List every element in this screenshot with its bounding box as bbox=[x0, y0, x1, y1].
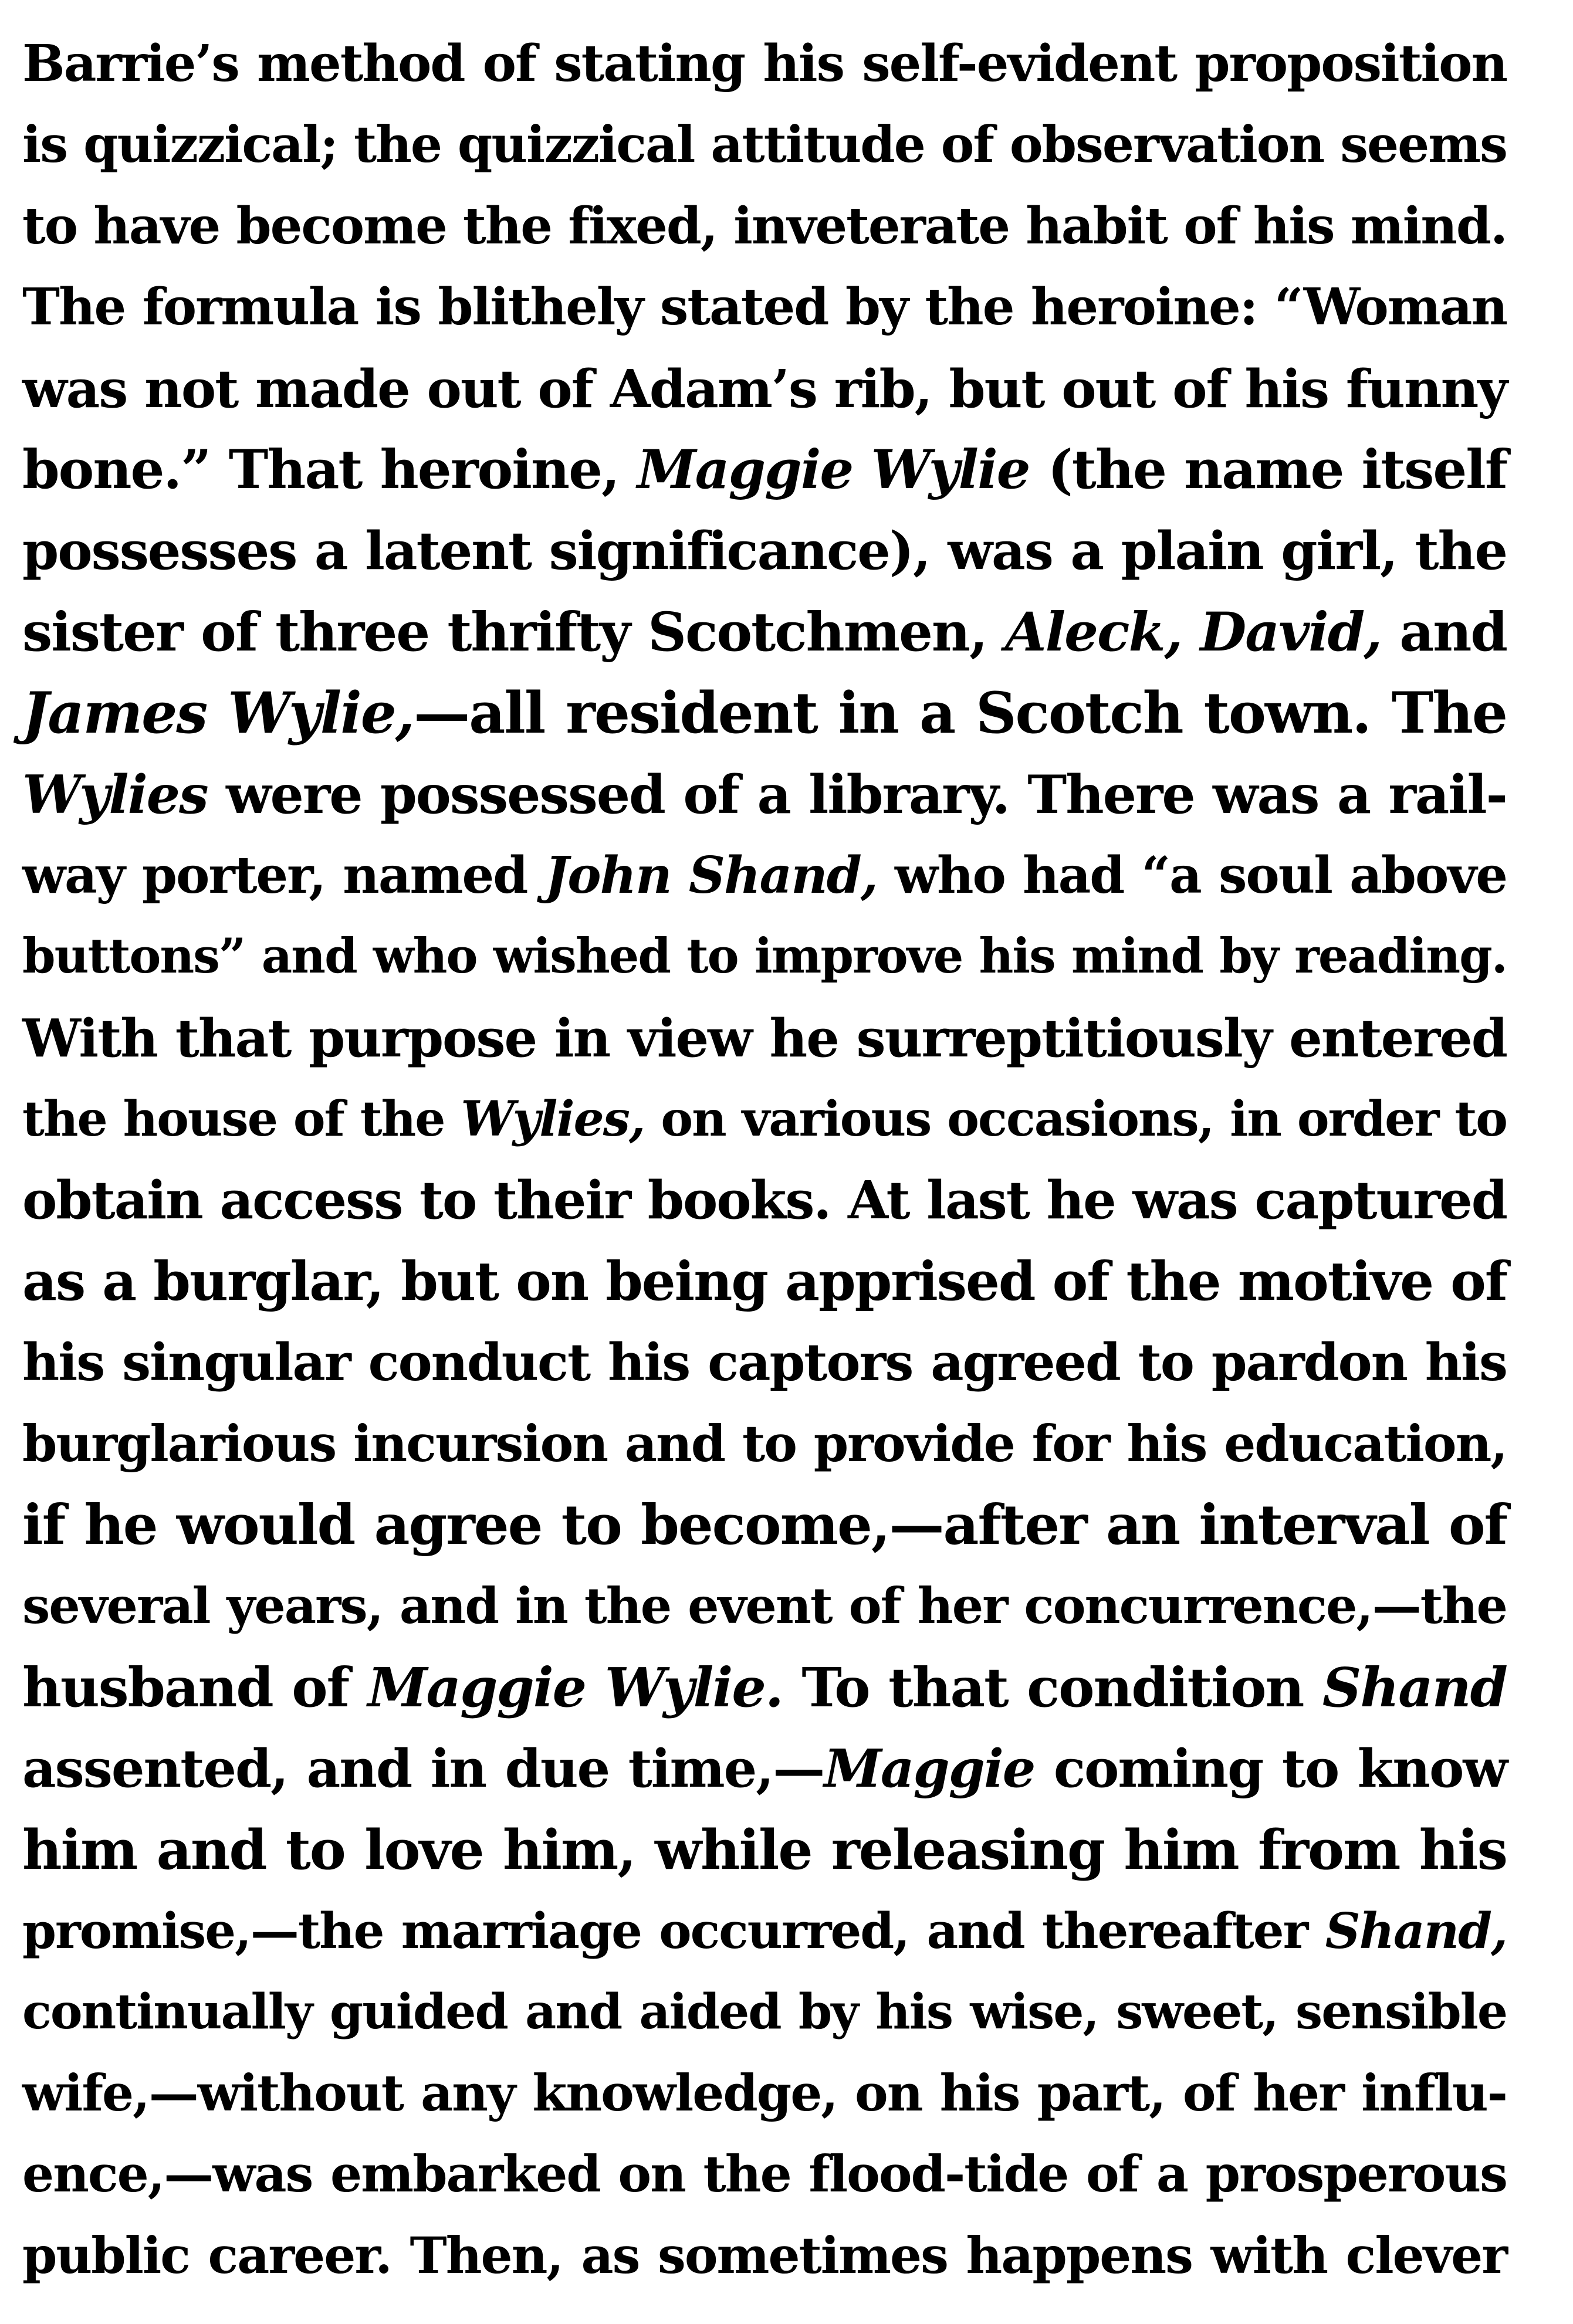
text-segment: possesses a latent significance), was a plain girl, the bbox=[22, 520, 1507, 582]
text-line bbox=[22, 267, 1507, 348]
text-segment: as a burglar, but on being apprised of the motive of bbox=[22, 1250, 1507, 1313]
text-line bbox=[22, 835, 1507, 916]
text-segment: if he would agree to become,—after an interval of bbox=[22, 1493, 1507, 1558]
text-segment: Barrie’s method of stating his self-evident proposition bbox=[22, 34, 1507, 93]
text-line bbox=[22, 592, 1507, 673]
text-line bbox=[22, 754, 1507, 835]
italic-name: Maggie bbox=[824, 1737, 1035, 1800]
text-segment: way porter, named bbox=[22, 845, 545, 905]
text-segment: With that purpose in view he surreptitiously entered bbox=[22, 1007, 1507, 1069]
italic-name: Maggie Wylie bbox=[637, 438, 1030, 501]
italic-name: James Wylie, bbox=[22, 680, 414, 747]
text-segment: and bbox=[1381, 601, 1507, 663]
text-line bbox=[22, 2053, 1507, 2134]
text-line bbox=[22, 2215, 1507, 2296]
text-line bbox=[22, 1160, 1507, 1241]
text-segment: public career. Then, as sometimes happens with clever bbox=[22, 2226, 1507, 2285]
text-segment: several years, and in the event of her concurrence,—the bbox=[22, 1577, 1507, 1635]
text-segment: was not made out of Adam’s rib, but out of his funny bbox=[22, 357, 1507, 419]
text-line bbox=[22, 1079, 1507, 1160]
text-segment: To that condition bbox=[782, 1655, 1322, 1719]
text-segment: on various occasions, in order to bbox=[644, 1091, 1507, 1148]
text-segment: —all resident in a Scotch town. The bbox=[414, 680, 1507, 747]
text-line bbox=[22, 348, 1507, 429]
text-line bbox=[22, 23, 1507, 104]
text-segment: who had “a soul above bbox=[877, 845, 1507, 905]
text-segment: were possessed of a library. There was a rail- bbox=[207, 763, 1507, 826]
text-line bbox=[22, 673, 1507, 754]
text-line bbox=[22, 1647, 1507, 1728]
text-line bbox=[22, 1728, 1507, 1809]
text-segment: bone.” That heroine, bbox=[22, 438, 637, 501]
text-segment: assented, and in due time,— bbox=[22, 1737, 824, 1800]
italic-name: Shand bbox=[1322, 1655, 1507, 1719]
text-line bbox=[22, 2134, 1507, 2215]
text-segment: sister of three thrifty Scotchmen, bbox=[22, 601, 1005, 663]
text-segment: is quizzical; the quizzical attitude of observation seems bbox=[22, 116, 1507, 175]
italic-name: John Shand, bbox=[544, 845, 877, 905]
text-segment: promise,—the marriage occurred, and thereafter bbox=[22, 1902, 1325, 1960]
text-segment: coming to know bbox=[1034, 1737, 1507, 1800]
text-line bbox=[22, 186, 1507, 267]
text-line bbox=[22, 1810, 1507, 1891]
text-segment: The formula is blithely stated by the heroine: “Woman bbox=[22, 277, 1507, 337]
italic-name: Aleck, David, bbox=[1004, 601, 1382, 663]
text-segment: husband of bbox=[22, 1655, 368, 1719]
text-line bbox=[22, 1404, 1507, 1485]
text-segment: to have become the fixed, inveterate habit of his mind. bbox=[22, 196, 1507, 256]
text-segment: burglarious incursion and to provide for his education, bbox=[22, 1414, 1507, 1473]
text-segment: his singular conduct his captors agreed to pardon his bbox=[22, 1332, 1507, 1393]
text-segment: continually guided and aided by his wise, sweet, sensible bbox=[22, 1984, 1507, 2041]
text-segment: him and to love him, while releasing him from his bbox=[22, 1817, 1507, 1882]
text-line bbox=[22, 429, 1507, 510]
text-line bbox=[22, 1485, 1507, 1566]
text-segment: obtain access to their books. At last he was captured bbox=[22, 1169, 1507, 1231]
text-line bbox=[22, 104, 1507, 185]
italic-name: Wylies bbox=[22, 763, 208, 826]
page-text bbox=[22, 23, 1507, 2296]
text-line bbox=[22, 1566, 1507, 1647]
text-segment: (the name itself bbox=[1029, 438, 1507, 501]
text-segment: buttons” and who wished to improve his mind by reading. bbox=[22, 929, 1507, 985]
italic-name: Shand, bbox=[1325, 1902, 1507, 1960]
text-line bbox=[22, 1891, 1507, 1971]
text-line bbox=[22, 1322, 1507, 1403]
italic-name: Wylies, bbox=[461, 1091, 645, 1148]
text-line bbox=[22, 998, 1507, 1079]
text-segment: the house of the bbox=[22, 1091, 461, 1148]
text-line bbox=[22, 510, 1507, 591]
italic-name: Maggie Wylie. bbox=[367, 1655, 783, 1719]
text-line bbox=[22, 1241, 1507, 1322]
text-segment: wife,—without any knowledge, on his part, of her influ- bbox=[22, 2064, 1507, 2123]
text-line bbox=[22, 916, 1507, 997]
text-line bbox=[22, 1971, 1507, 2052]
text-segment: ence,—was embarked on the flood-tide of a prosperous bbox=[22, 2145, 1507, 2204]
